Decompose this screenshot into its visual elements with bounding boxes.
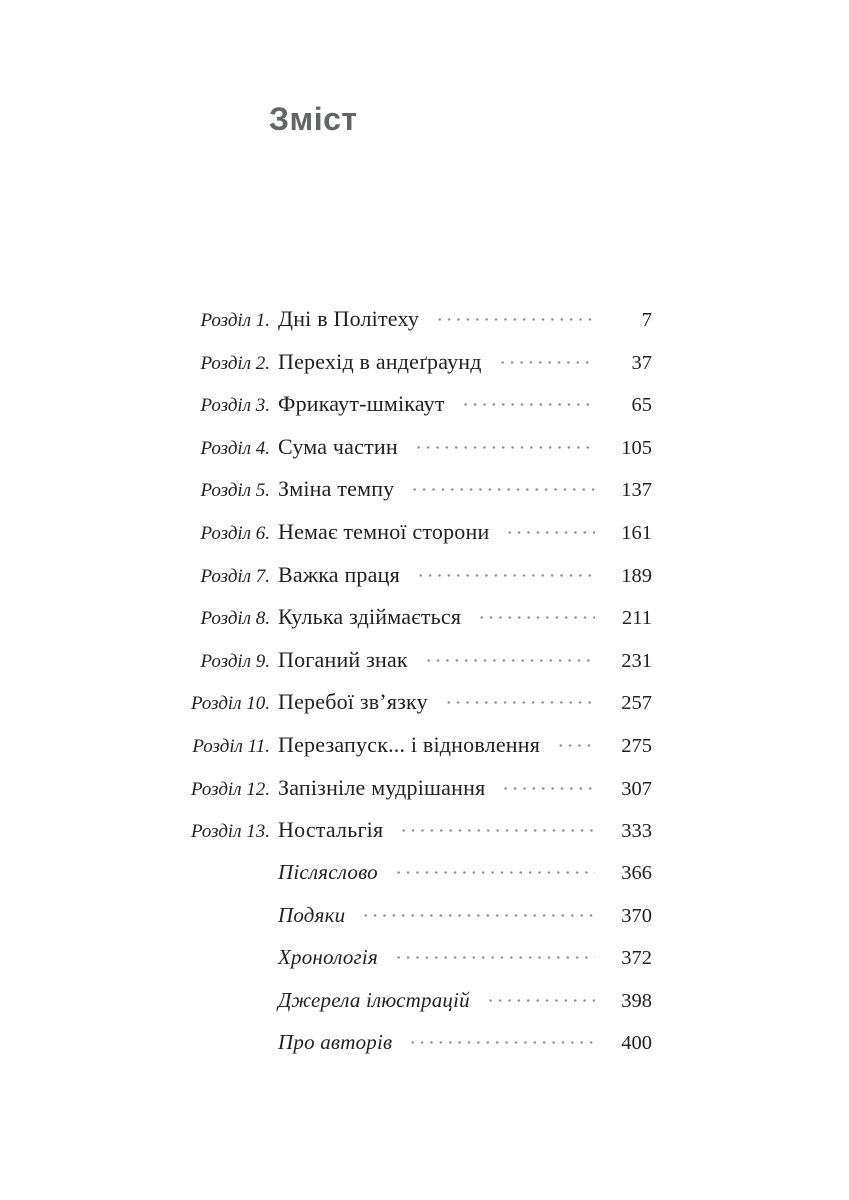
section-title: Подяки — [278, 902, 346, 927]
chapter-title: Запізніле мудрішання — [278, 774, 486, 800]
dot-leader — [397, 829, 595, 832]
chapter-title: Ностальгія — [278, 817, 384, 843]
dot-leader — [475, 616, 595, 619]
back-matter-entry[interactable] — [190, 1022, 652, 1065]
chapter-label: Розділ 6. — [200, 522, 270, 544]
chapter-label: Розділ 10. — [190, 693, 270, 715]
dot-leader — [499, 787, 595, 790]
chapter-label: Розділ 11. — [192, 735, 270, 757]
dot-leader — [392, 871, 595, 874]
dot-leader — [412, 446, 595, 449]
dot-leader — [554, 744, 595, 747]
dot-leader — [484, 999, 595, 1002]
toc-entry[interactable] — [190, 768, 652, 811]
page-number: 211 — [622, 607, 652, 630]
chapter-label: Розділ 8. — [200, 608, 270, 630]
toc-entry[interactable] — [190, 810, 652, 853]
chapter-label: Розділ 7. — [200, 565, 270, 587]
toc-entry[interactable] — [190, 555, 652, 598]
toc-entry[interactable] — [190, 682, 652, 725]
section-title: Джерела ілюстрацій — [278, 987, 470, 1012]
page-number: 307 — [621, 777, 652, 800]
chapter-label: Розділ 3. — [200, 395, 270, 417]
chapter-label: Розділ 2. — [200, 352, 270, 374]
toc-entry[interactable] — [190, 640, 652, 683]
chapter-title: Важка праця — [278, 561, 400, 587]
dot-leader — [422, 659, 595, 662]
page-number: 189 — [621, 564, 652, 587]
dot-leader — [408, 488, 595, 491]
page-number: 37 — [631, 351, 652, 374]
dot-leader — [503, 531, 595, 534]
page-number: 137 — [621, 479, 652, 502]
chapter-title: Поганий знак — [278, 646, 408, 672]
chapter-label: Розділ 1. — [200, 310, 270, 331]
page-number: 333 — [621, 820, 652, 843]
page-number: 231 — [621, 649, 652, 672]
chapter-title: Дні в Політеху — [278, 306, 420, 331]
chapter-label: Розділ 13. — [190, 821, 270, 843]
section-title: Післяслово — [278, 860, 378, 884]
chapter-list — [190, 299, 652, 853]
section-title: Хронологія — [278, 945, 378, 970]
toc-entry[interactable] — [190, 299, 652, 342]
chapter-label: Розділ 12. — [190, 778, 270, 800]
chapter-title: Сума частин — [278, 433, 398, 459]
page-number: 161 — [621, 521, 652, 544]
page-number: 398 — [621, 989, 652, 1012]
page-title: Зміст — [269, 101, 358, 137]
dot-leader — [359, 914, 595, 917]
page-number: 105 — [621, 436, 652, 459]
dot-leader — [392, 956, 595, 959]
section-title: Про авторів — [278, 1030, 393, 1055]
chapter-title: Зміна темпу — [278, 476, 395, 502]
back-matter-entry[interactable] — [190, 852, 652, 895]
page-number: 400 — [621, 1032, 652, 1055]
page-number: 7 — [641, 309, 652, 331]
toc-entry[interactable] — [190, 384, 652, 427]
toc-entry[interactable] — [190, 469, 652, 512]
dot-leader — [433, 318, 595, 321]
page-number: 370 — [621, 904, 652, 927]
chapter-title: Кулька здіймається — [278, 604, 462, 630]
toc-entry[interactable] — [190, 342, 652, 385]
page-number: 366 — [621, 862, 652, 884]
back-matter-entry[interactable] — [190, 980, 652, 1023]
page-number: 65 — [631, 394, 652, 417]
page-number: 275 — [621, 734, 652, 757]
dot-leader — [406, 1041, 595, 1044]
chapter-label: Розділ 9. — [200, 650, 270, 672]
back-matter-list — [190, 852, 652, 1065]
chapter-title: Фрикаут-шмікаут — [278, 391, 445, 417]
dot-leader — [414, 574, 595, 577]
toc-entry[interactable] — [190, 725, 652, 768]
chapter-title: Перебої зв’язку — [278, 689, 428, 715]
toc-entry[interactable] — [190, 427, 652, 470]
dot-leader — [459, 403, 595, 406]
chapter-label: Розділ 5. — [200, 480, 270, 502]
dot-leader — [442, 701, 595, 704]
toc-entry[interactable] — [190, 512, 652, 555]
dot-leader — [496, 361, 595, 364]
page-number: 372 — [621, 947, 652, 970]
back-matter-entry[interactable] — [190, 937, 652, 980]
chapter-title: Перезапуск... і відновлення — [278, 731, 541, 757]
chapter-title: Немає темної сторони — [278, 518, 490, 544]
chapter-label: Розділ 4. — [200, 437, 270, 459]
toc-entry[interactable] — [190, 597, 652, 640]
chapter-title: Перехід в андеґраунд — [278, 348, 482, 374]
back-matter-entry[interactable] — [190, 895, 652, 938]
page-number: 257 — [621, 692, 652, 715]
